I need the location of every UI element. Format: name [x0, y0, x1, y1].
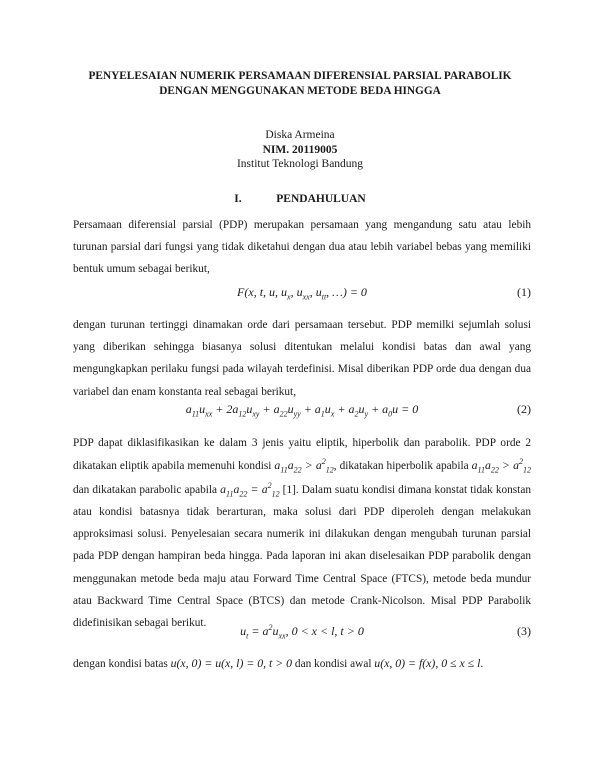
paragraph-3-text-b: , dikatakan hiperbolik apabila: [333, 460, 472, 473]
paragraph-4-text-b: dan kondisi awal: [292, 658, 375, 670]
paragraph-3-text-a: PDP dapat diklasifikasikan ke dalam 3 jenis yaitu eliptik, hiperbolik dan parabolik. PDP orde 2 dikatakan eliptik apabila memenuhi kondisi: [73, 437, 531, 473]
equation-2-number: (2): [517, 402, 531, 416]
parabolic-condition: $a_{11}a_{22} = a^2_{12}$: [220, 480, 280, 498]
paragraph-4-text-c: .: [480, 658, 484, 670]
initial-condition: u(x, 0) = f(x), 0 ≤ x ≤ l: [374, 656, 481, 670]
equation-1-expression: F(x, t, u, $u_x$, $u_{xx}$, $u_{tt}$, …) = 0: [237, 285, 367, 302]
equation-3-expression: $u_t = a^2u_{xx}$, 0 < x < l, t > 0: [240, 623, 364, 641]
author-nim: NIM. 20119005: [262, 143, 338, 156]
section-heading: [0, 193, 600, 205]
paragraph-4-text-a: dengan kondisi batas: [73, 658, 171, 670]
paragraph-1: Persamaan diferensial parsial (PDP) merupakan persamaan yang mengandung satu atau lebih turunan parsial dari fungsi yang tidak diketahui dengan dua atau lebih variabel bebas yang memiliki bentuk umum sebagai berikut,: [73, 219, 531, 276]
equation-2-expression: $a_{11}u_{xx} + 2a_{12}u_{xy} + a_{22}u_{yy} + a_1u_x + a_2u_y + a_0u = 0$: [185, 402, 419, 419]
author-institution: Institut Teknologi Bandung: [236, 158, 364, 170]
elliptic-condition: $a_{11}a_{22} > a^2_{12}$: [274, 457, 334, 475]
paper-title: [60, 69, 540, 99]
author-block: [0, 128, 600, 172]
equation-3-number: (3): [517, 624, 531, 638]
paragraph-2: dengan turunan tertinggi dinamakan orde dari persamaan tersebut. PDP memilki sejumlah solusi yang diberikan sehingga biasanya solusi ditentukan melalui kondisi batas dan awal yang mengungkapkan perilaku fungsi pada wilayah terdefinisi. Misal diberikan PDP orde dua dengan dua variabel dan enam konstanta real sebagai berikut,: [73, 319, 531, 398]
equation-1: [73, 285, 531, 305]
title-line-1: PENYELESAIAN NUMERIK PERSAMAAN DIFERENSIAL PARSIAL PARABOLIK: [88, 70, 512, 82]
equation-1-number: (1): [517, 285, 531, 299]
paragraph-3: [73, 432, 531, 635]
boundary-condition: u(x, 0) = u(x, l) = 0, t > 0: [170, 656, 293, 670]
hyperbolic-condition: $a_{11}a_{22} > a^2_{12}$: [471, 457, 531, 475]
section-number: I.: [234, 193, 242, 205]
equation-3: [73, 624, 531, 644]
paragraph-3-text-d: [1]. Dalam suatu kondisi dimana konstat tidak konstan atau kondisi batasnya tidak berarturan, maka solusi dari PDP diperoleh dengan melakukan approksimasi solusi. Penyelesaian secara numerik ini dilakukan dengan mengubah turunan parsial pada PDP dengan hampiran beda hingga. Pada laporan ini akan diselesaikan PDP parabolik dengan menggunakan metode beda maju atau Forward Time Central Space (FTCS), metode beda mundur atau Backward Time Central Space (BTCS) dan metode Crank-Nicolson. Misal PDP Parabolik didefinisikan sebagai berikut.: [73, 483, 531, 630]
equation-2: [73, 402, 531, 422]
paragraph-4: [73, 652, 531, 675]
section-title: PENDAHULUAN: [276, 193, 366, 205]
paragraph-3-text-c: dan dikatakan parabolic apabila: [73, 483, 221, 496]
author-name: Diska Armeina: [265, 129, 335, 141]
title-line-2: DENGAN MENGGUNAKAN METODE BEDA HINGGA: [159, 85, 441, 97]
